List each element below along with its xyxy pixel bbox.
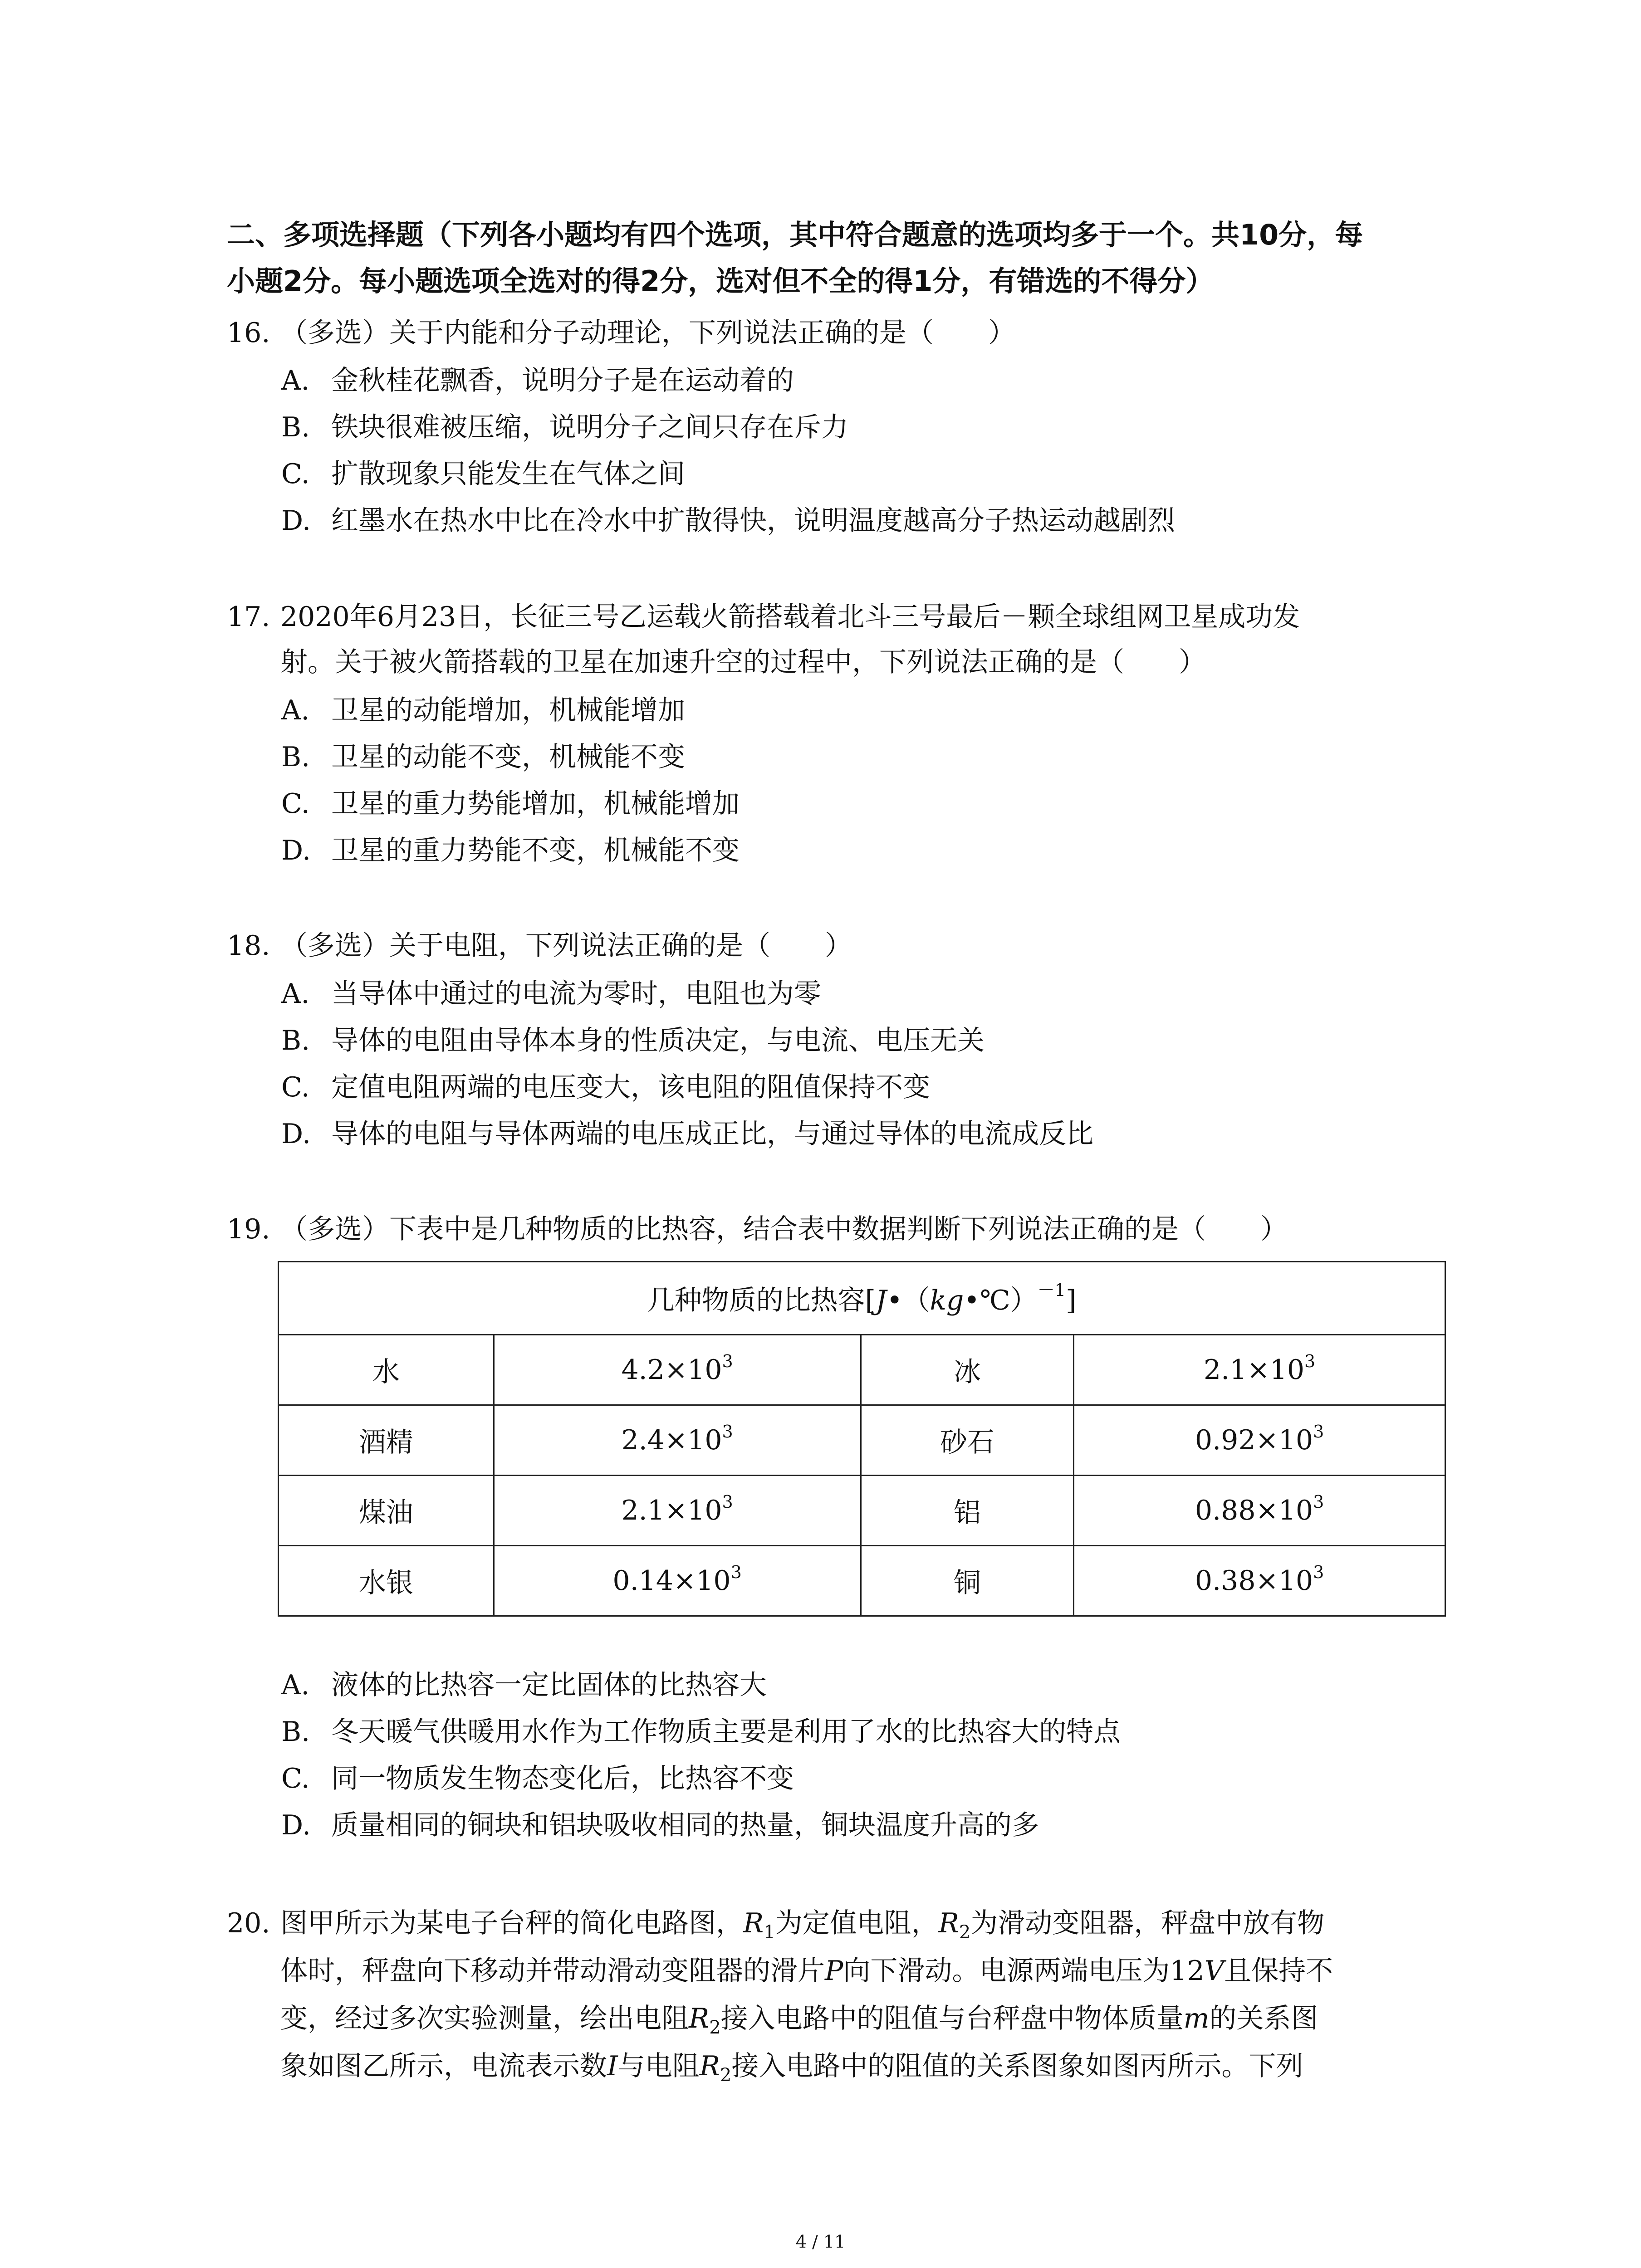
- substance-name: 水银: [279, 1546, 494, 1616]
- question-18-stem: 18. （多选）关于电阻，下列说法正确的是（ ）: [227, 923, 852, 968]
- substance-name: 酒精: [279, 1405, 494, 1476]
- question-20-line4: 象如图乙所示，电流表示数I与电阻$R_2$接入电路中的阻值的关系图象如图丙所示。下列: [280, 2050, 1303, 2086]
- specific-heat-value: $0.92\times 10^3$: [1074, 1405, 1445, 1476]
- question-16-option-b: B. 铁块很难被压缩，说明分子之间只存在斥力: [281, 411, 848, 443]
- question-16-option-c: C. 扩散现象只能发生在气体之间: [281, 458, 685, 490]
- specific-heat-value: $0.88\times 10^3$: [1074, 1476, 1445, 1546]
- question-20-line2: 体时，秤盘向下移动并带动滑动变阻器的滑片P向下滑动。电源两端电压为12V且保持不: [280, 1955, 1333, 1987]
- question-20-line3: 变，经过多次实验测量，绘出电阻$R_2$接入电路中的阻值与台秤盘中物体质量m的关系图: [280, 2003, 1318, 2038]
- specific-heat-table: [278, 1261, 1446, 1617]
- table-row: [279, 1546, 1445, 1616]
- specific-heat-value: $0.38\times 10^3$: [1074, 1546, 1445, 1616]
- question-number: 16.: [227, 317, 270, 349]
- question-19-stem: 19. （多选）下表中是几种物质的比热容，结合表中数据判断下列说法正确的是（ ）: [227, 1207, 1288, 1252]
- question-text: （多选）关于内能和分子动理论，下列说法正确的是（ ）: [280, 317, 1015, 349]
- question-16-option-a: A. 金秋桂花飘香，说明分子是在运动着的: [281, 365, 794, 396]
- question-number: 18.: [227, 930, 270, 962]
- substance-name: 冰: [861, 1335, 1074, 1405]
- table-row: [279, 1476, 1445, 1546]
- section-title-line1: 二、多项选择题（下列各小题均有四个选项，其中符合题意的选项均多于一个。共10分，每: [227, 218, 1363, 251]
- question-18-option-d: D. 导体的电阻与导体两端的电压成正比，与通过导体的电流成反比: [281, 1118, 1093, 1150]
- specific-heat-value: $2.1\times 10^3$: [1074, 1335, 1445, 1405]
- substance-name: 铝: [861, 1476, 1074, 1546]
- question-19-option-d: D. 质量相同的铜块和铝块吸收相同的热量，铜块温度升高的多: [281, 1809, 1039, 1841]
- table-caption-row: [279, 1262, 1445, 1335]
- question-18-option-c: C. 定值电阻两端的电压变大，该电阻的阻值保持不变: [281, 1071, 930, 1103]
- question-20-line1: 20. 图甲所示为某电子台秤的简化电路图，$R_1$为定值电阻，$R_2$为滑动变阻器，秤盘中放有物: [227, 1901, 1324, 1955]
- specific-heat-value: $4.2\times 10^3$: [494, 1335, 861, 1405]
- question-17-option-c: C. 卫星的重力势能增加，机械能增加: [281, 788, 740, 820]
- question-17-option-d: D. 卫星的重力势能不变，机械能不变: [281, 835, 740, 866]
- question-19-option-a: A. 液体的比热容一定比固体的比热容大: [281, 1669, 767, 1701]
- question-number: 17.: [227, 601, 270, 633]
- page-number: 4 / 11: [795, 2232, 846, 2252]
- substance-name: 水: [279, 1335, 494, 1405]
- substance-name: 煤油: [279, 1476, 494, 1546]
- substance-name: 砂石: [861, 1405, 1074, 1476]
- question-16-option-d: D. 红墨水在热水中比在冷水中扩散得快，说明温度越高分子热运动越剧烈: [281, 505, 1175, 537]
- substance-name: 铜: [861, 1546, 1074, 1616]
- table-row: [279, 1405, 1445, 1476]
- question-17-stem-line2: 射。关于被火箭搭载的卫星在加速升空的过程中，下列说法正确的是（ ）: [280, 646, 1206, 678]
- section-title-line2: 小题2分。每小题选项全选对的得2分，选对但不全的得1分，有错选的不得分）: [227, 264, 1214, 298]
- table-caption: 几种物质的比热容[J•（kg•℃）$^{-1}$]: [279, 1262, 1445, 1335]
- question-number: 20.: [227, 1907, 270, 1939]
- question-17-option-b: B. 卫星的动能不变，机械能不变: [281, 741, 685, 773]
- question-19-option-c: C. 同一物质发生物态变化后，比热容不变: [281, 1763, 794, 1794]
- question-19-option-b: B. 冬天暖气供暖用水作为工作物质主要是利用了水的比热容大的特点: [281, 1716, 1121, 1748]
- question-number: 19.: [227, 1213, 270, 1245]
- question-16-stem: [227, 310, 1015, 356]
- specific-heat-value: $2.4\times 10^3$: [494, 1405, 861, 1476]
- specific-heat-value: $0.14\times 10^3$: [494, 1546, 861, 1616]
- question-17-stem-line1: 17. 2020年6月23日，长征三号乙运载火箭搭载着北斗三号最后－颗全球组网卫星成功发: [227, 594, 1300, 640]
- question-17-option-a: A. 卫星的动能增加，机械能增加: [281, 694, 685, 726]
- question-18-option-b: B. 导体的电阻由导体本身的性质决定，与电流、电压无关: [281, 1025, 985, 1056]
- question-18-option-a: A. 当导体中通过的电流为零时，电阻也为零: [281, 978, 821, 1010]
- specific-heat-value: $2.1\times 10^3$: [494, 1476, 861, 1546]
- table-row: [279, 1335, 1445, 1405]
